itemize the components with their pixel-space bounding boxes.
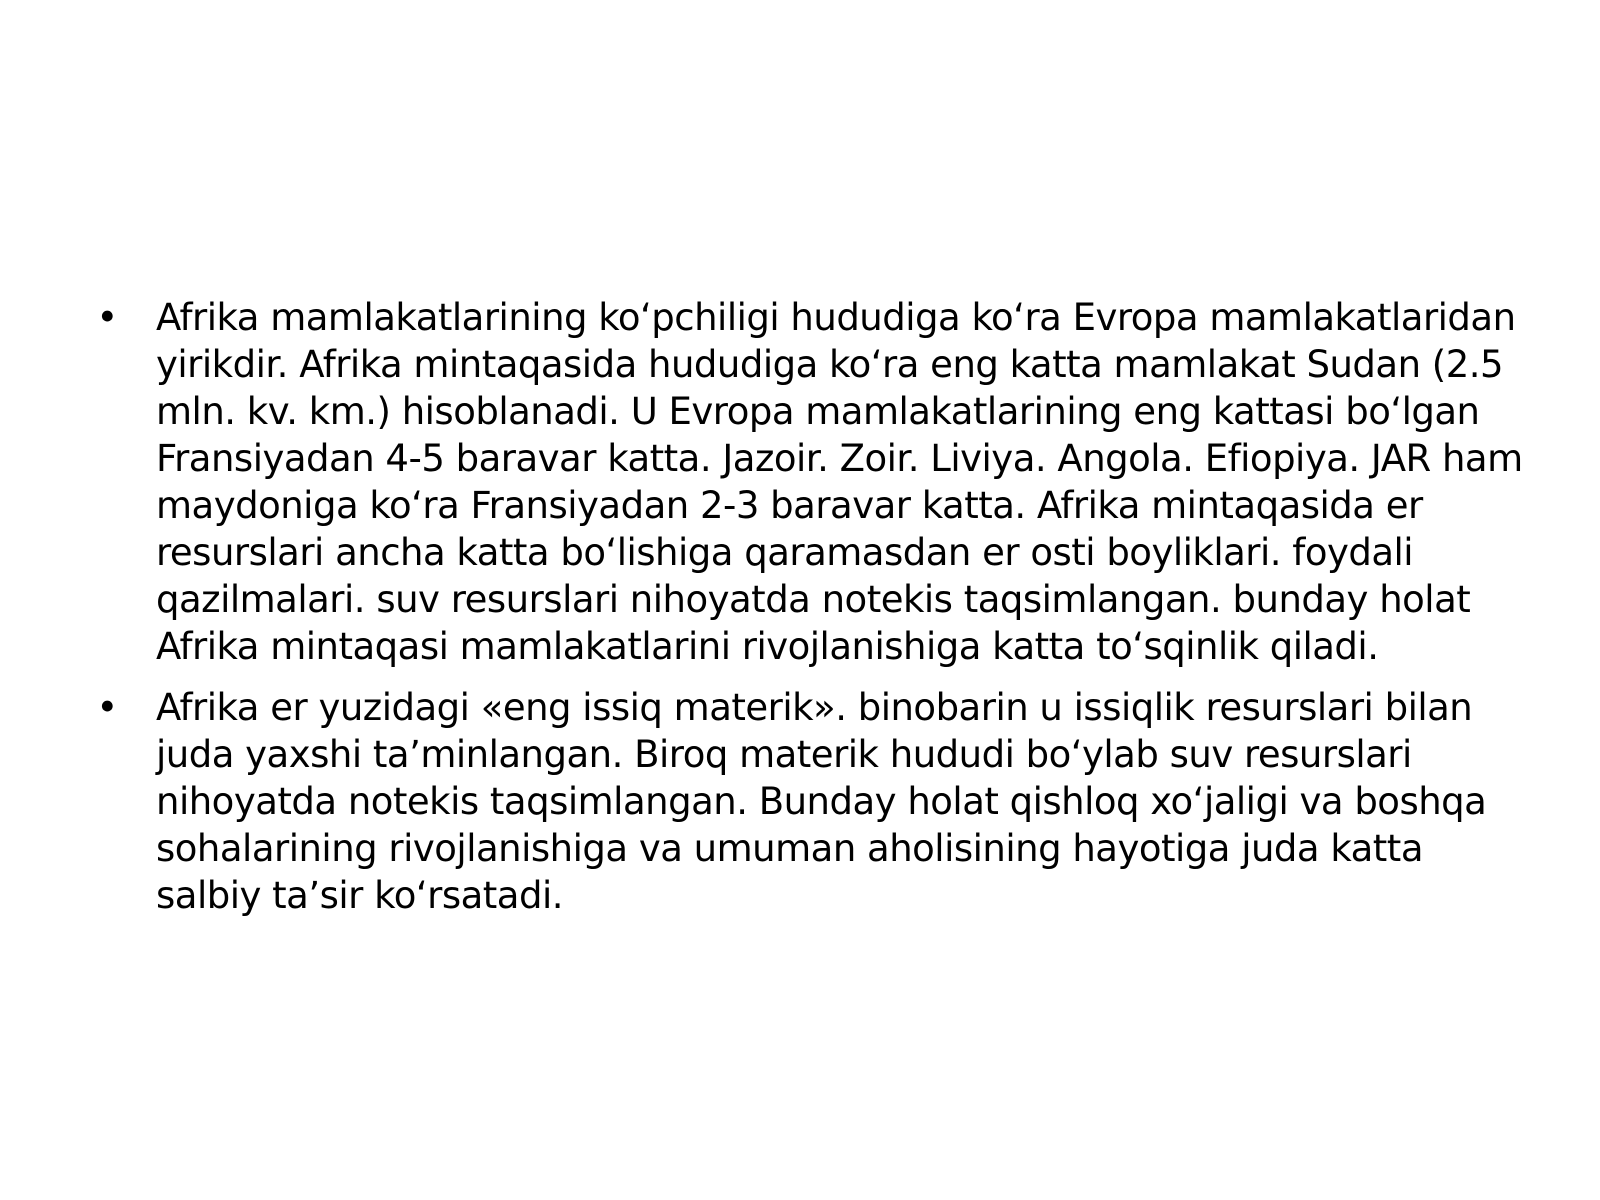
bullet-icon: •: [96, 686, 118, 729]
bullet-item: [92, 684, 1532, 919]
bullet-text: Afrika mamlakatlarining ko‘pchiligi hududiga ko‘ra Evropa mamlakatlaridan yirikdir. Afrika mintaqasida hududiga ko‘ra eng katta mamlakat Sudan (2.5 mln. kv. km.) hisoblanadi. U Evropa mamlakatlarining eng kattasi bo‘lgan Fransiyadan 4-5 baravar katta. Jazoir. Zoir. Liviya. Angola. Efiopiya. JAR ham maydoniga ko‘ra Fransiyadan 2-3 baravar katta. Afrika mintaqasida er resurslari ancha katta bo‘lishiga qaramasdan er osti boyliklari. foydali qazilmalari. suv resurslari nihoyatda notekis taqsimlangan. bunday holat Afrika mintaqasi mamlakatlarini rivojlanishiga katta to‘sqinlik qiladi.: [156, 296, 1523, 668]
bullet-icon: •: [96, 296, 118, 339]
bullet-list: [92, 294, 1532, 933]
bullet-item: [92, 294, 1532, 670]
bullet-text: Afrika er yuzidagi «eng issiq materik». binobarin u issiqlik resurslari bilan juda yaxshi ta’minlangan. Biroq materik hududi bo‘ylab suv resurslari nihoyatda notekis taqsimlangan. Bunday holat qishloq xo‘jaligi va boshqa sohalarining rivojlanishiga va umuman aholisining hayotiga juda katta salbiy ta’sir ko‘rsatadi.: [156, 686, 1487, 917]
